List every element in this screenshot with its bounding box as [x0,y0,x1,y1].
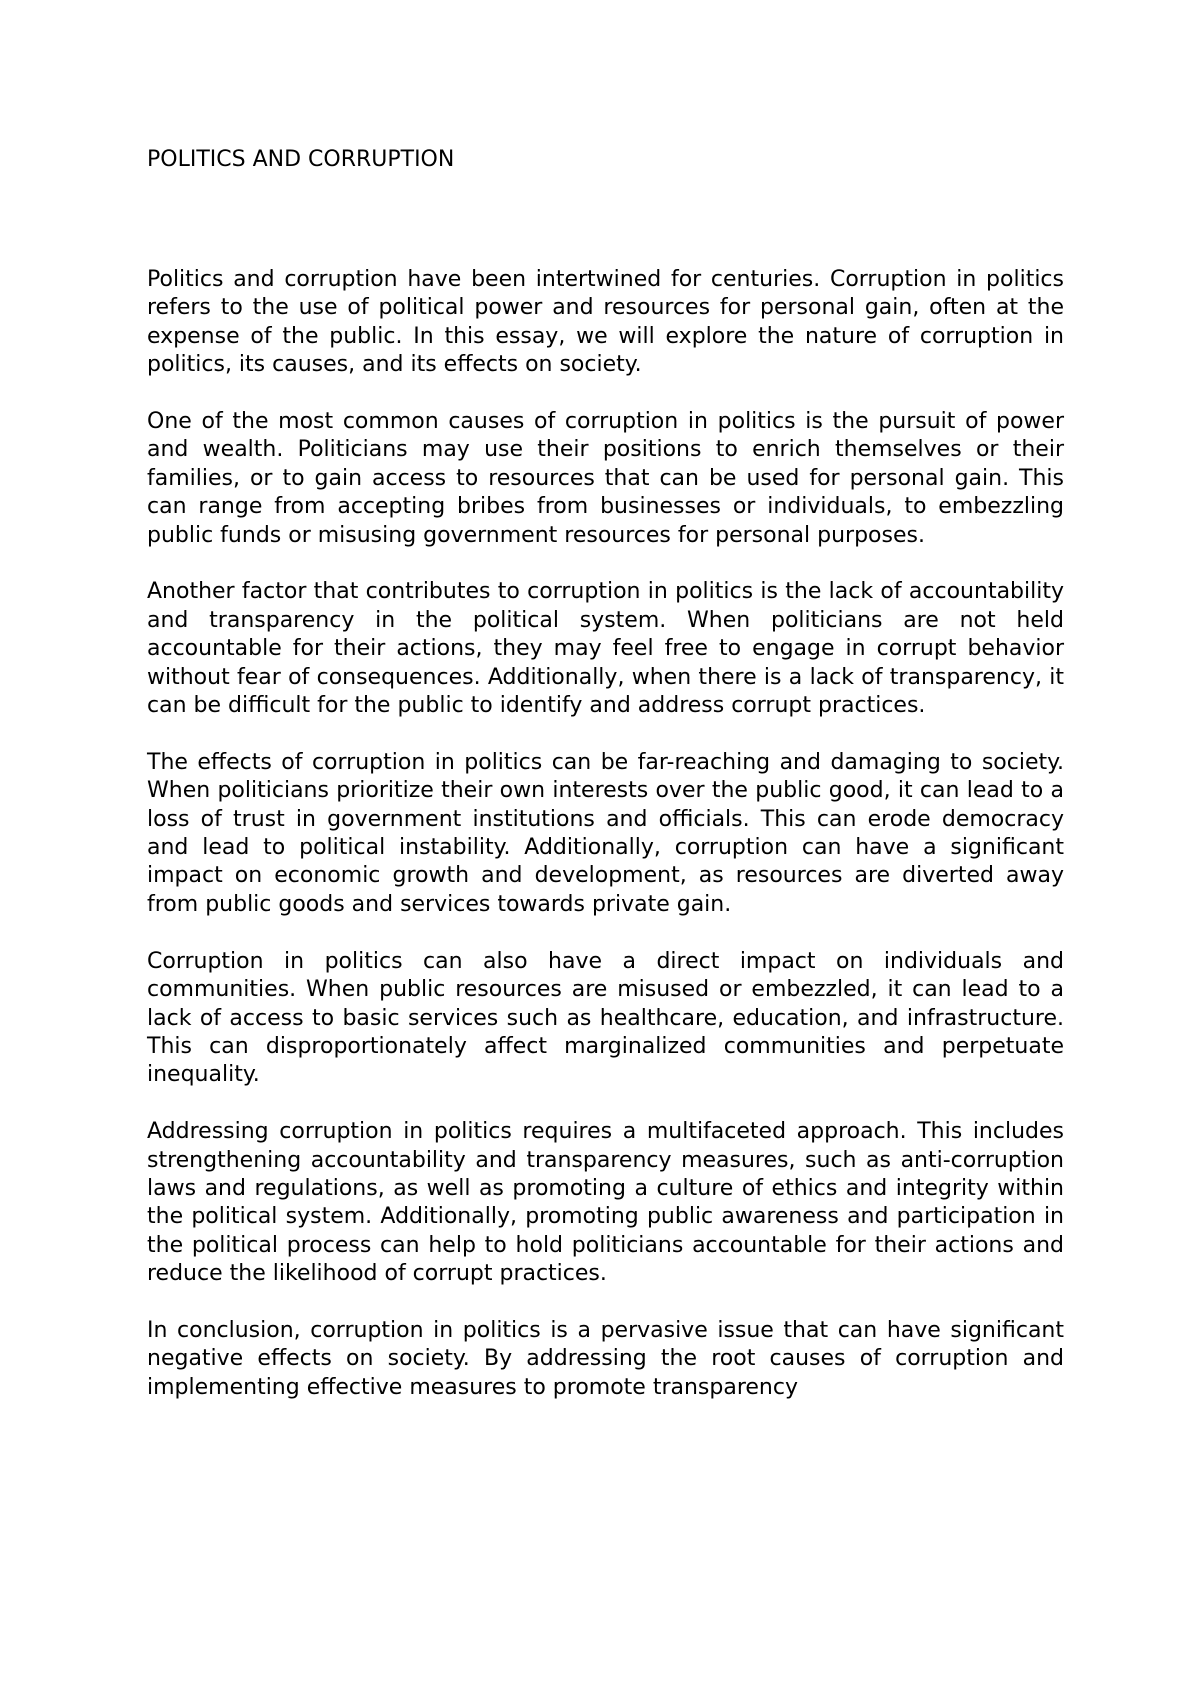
paragraph-accountability-transparency: Another factor that contributes to corruption in politics is the lack of accountability and transparency in the political system. When politicians are not held accountable for their actions, they may feel free to engage in corrupt behavior without fear of consequences. Additionally, when there is a lack of transparency, it can be difficult for the public to identify and address corrupt practices. [147,579,1064,719]
document-body [147,145,1064,1402]
paragraph-causes-power-wealth: One of the most common causes of corruption in politics is the pursuit of power and wealth. Politicians may use their positions to enrich themselves or their families, or to gain access to resources that can be used for personal gain. This can range from accepting bribes from businesses or individuals, to embezzling public funds or misusing government resources for personal purposes. [147,409,1064,548]
paragraph-addressing-corruption: Addressing corruption in politics requires a multifaceted approach. This includes strengthening accountability and transparency measures, such as anti-corruption laws and regulations, as well as promoting a culture of ethics and integrity within the political system. Additionally, promoting public awareness and participation in the political process can help to hold politicians accountable for their actions and reduce the likelihood of corrupt practices. [147,1119,1064,1287]
paragraph-conclusion: In conclusion, corruption in politics is a pervasive issue that can have significant negative effects on society. By addressing the root causes of corruption and implementing effective measures to promote transparency [147,1317,1064,1400]
paragraph-introduction: Politics and corruption have been intertwined for centuries. Corruption in politics refers to the use of political power and resources for personal gain, often at the expense of the public. In this essay, we will explore the nature of corruption in politics, its causes, and its effects on society. [147,267,1064,378]
paragraph-impact-on-individuals: Corruption in politics can also have a direct impact on individuals and communities. When public resources are misused or embezzled, it can lead to a lack of access to basic services such as healthcare, education, and infrastructure. This can disproportionately affect marginalized communities and perpetuate inequality. [147,948,1064,1088]
paragraph-effects-on-society: The effects of corruption in politics can be far-reaching and damaging to society. When politicians prioritize their own interests over the public good, it can lead to a loss of trust in government institutions and officials. This can erode democracy and lead to political instability. Additionally, corruption can have a significant impact on economic growth and development, as resources are diverted away from public goods and services towards private gain. [147,749,1064,917]
document-title: POLITICS AND CORRUPTION [147,147,455,172]
